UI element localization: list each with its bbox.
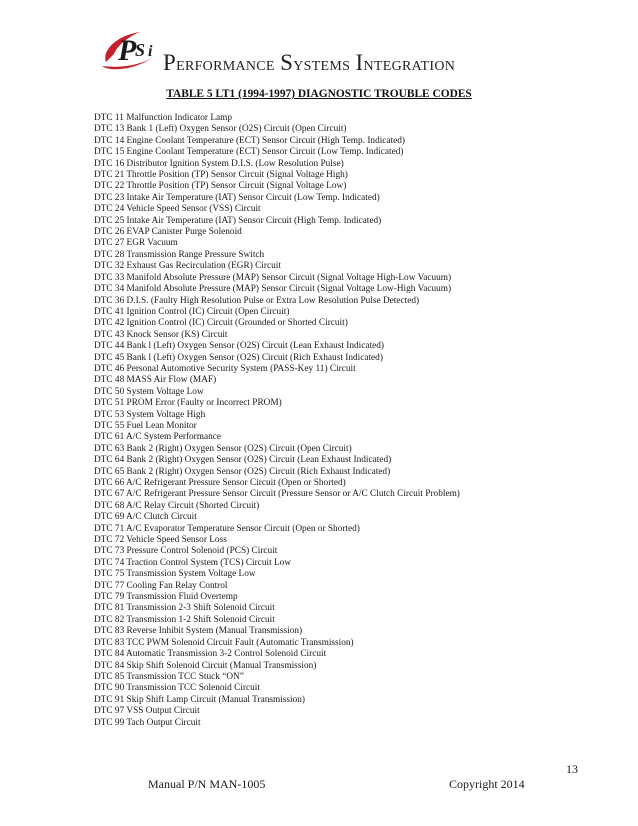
dtc-item: DTC 82 Transmission 1-2 Shift Solenoid Circuit <box>94 614 275 625</box>
dtc-list <box>94 113 594 729</box>
dtc-item: DTC 16 Distributor Ignition System D.I.S. (Low Resolution Pulse) <box>94 158 344 169</box>
dtc-item: DTC 85 Transmission TCC Stuck “ON” <box>94 671 244 682</box>
dtc-item: DTC 24 Vehicle Speed Sensor (VSS) Circuit <box>94 204 261 215</box>
page-number: 13 <box>566 762 578 776</box>
dtc-item: DTC 46 Personal Automotive Security System (PASS-Key 11) Circuit <box>94 363 356 374</box>
dtc-item: DTC 79 Transmission Fluid Overtemp <box>94 592 238 603</box>
dtc-item: DTC 77 Cooling Fan Relay Control <box>94 580 228 591</box>
copyright: Copyright 2014 <box>449 777 525 791</box>
dtc-item: DTC 22 Throttle Position (TP) Sensor Circuit (Signal Voltage Low) <box>94 181 347 192</box>
dtc-item: DTC 34 Manifold Absolute Pressure (MAP) Sensor Circuit (Signal Voltage Low-High Vacuum) <box>94 284 452 295</box>
dtc-item: DTC 33 Manifold Absolute Pressure (MAP) Sensor Circuit (Signal Voltage High-Low Vacuum) <box>94 272 452 283</box>
dtc-item: DTC 64 Bank 2 (Right) Oxygen Sensor (O2S) Circuit (Lean Exhaust Indicated) <box>94 455 392 466</box>
company-name: Performance Systems Integration <box>163 50 456 75</box>
svg-text:P: P <box>118 34 137 67</box>
dtc-item: DTC 65 Bank 2 (Right) Oxygen Sensor (O2S) Circuit (Rich Exhaust Indicated) <box>94 466 391 477</box>
dtc-item: DTC 28 Transmission Range Pressure Switch <box>94 249 265 260</box>
dtc-item: DTC 69 A/C Clutch Circuit <box>94 512 197 523</box>
dtc-item: DTC 45 Bank l (Left) Oxygen Sensor (O2S) Circuit (Rich Exhaust Indicated) <box>94 352 383 363</box>
dtc-item: DTC 25 Intake Air Temperature (IAT) Sensor Circuit (High Temp. Indicated) <box>94 215 382 226</box>
dtc-item: DTC 21 Throttle Position (TP) Sensor Circuit (Signal Voltage High) <box>94 170 348 181</box>
dtc-item: DTC 53 System Voltage High <box>94 409 206 420</box>
dtc-item: DTC 41 Ignition Control (IC) Circuit (Open Circuit) <box>94 306 290 317</box>
dtc-item: DTC 48 MASS Air Flow (MAF) <box>94 375 217 386</box>
manual-part-number: Manual P/N MAN-1005 <box>148 777 266 791</box>
table-title: TABLE 5 LT1 (1994-1997) DIAGNOSTIC TROUBLE CODES <box>166 88 472 100</box>
dtc-item: DTC 71 A/C Evaporator Temperature Sensor Circuit (Open or Shorted) <box>94 523 360 534</box>
dtc-item: DTC 83 Reverse Inhibit System (Manual Transmission) <box>94 626 303 637</box>
dtc-item: DTC 66 A/C Refrigerant Pressure Sensor Circuit (Open or Shorted) <box>94 478 346 488</box>
dtc-item: DTC 32 Exhaust Gas Recirculation (EGR) Circuit <box>94 261 281 272</box>
dtc-item: DTC 74 Traction Control System (TCS) Circuit Low <box>94 557 292 568</box>
dtc-item: DTC 26 EVAP Canister Purge Solenoid <box>94 227 242 238</box>
dtc-item: DTC 55 Fuel Lean Monitor <box>94 420 197 431</box>
dtc-item: DTC 81 Transmission 2-3 Shift Solenoid Circuit <box>94 603 275 614</box>
dtc-item: DTC 72 Vehicle Speed Sensor Loss <box>94 535 227 546</box>
dtc-item: DTC 50 System Voltage Low <box>94 386 204 397</box>
dtc-item: DTC 27 EGR Vacuum <box>94 238 178 249</box>
psi-logo <box>100 22 164 74</box>
dtc-item: DTC 67 A/C Refrigerant Pressure Sensor Circuit (Pressure Sensor or A/C Clutch Circuit Problem) <box>94 489 460 500</box>
dtc-item: DTC 15 Engine Coolant Temperature (ECT) Sensor Circuit (Low Temp. Indicated) <box>94 147 404 158</box>
dtc-item: DTC 14 Engine Coolant Temperature (ECT) Sensor Circuit (High Temp. Indicated) <box>94 135 406 146</box>
dtc-item: DTC 13 Bank 1 (Left) Oxygen Sensor (O2S) Circuit (Open Circuit) <box>94 124 347 135</box>
dtc-item: DTC 75 Transmission System Voltage Low <box>94 569 256 580</box>
dtc-item: DTC 63 Bank 2 (Right) Oxygen Sensor (O2S) Circuit (Open Circuit) <box>94 443 352 454</box>
dtc-item: DTC 68 A/C Relay Circuit (Shorted Circuit) <box>94 500 260 511</box>
dtc-item: DTC 84 Skip Shift Solenoid Circuit (Manual Transmission) <box>94 660 317 671</box>
dtc-item: DTC 42 Ignition Control (IC) Circuit (Grounded or Shorted Circuit) <box>94 318 348 329</box>
dtc-item: DTC 44 Bank l (Left) Oxygen Sensor (O2S) Circuit (Lean Exhaust Indicated) <box>94 341 384 352</box>
svg-text:S: S <box>135 40 146 60</box>
dtc-item: DTC 91 Skip Shift Lamp Circuit (Manual Transmission) <box>94 694 305 705</box>
dtc-item: DTC 97 VSS Output Circuit <box>94 706 200 717</box>
dtc-item: DTC 23 Intake Air Temperature (IAT) Sensor Circuit (Low Temp. Indicated) <box>94 192 380 203</box>
dtc-item: DTC 84 Automatic Transmission 3-2 Control Solenoid Circuit <box>94 649 327 660</box>
dtc-item: DTC 83 TCC PWM Solenoid Circuit Fault (Automatic Transmission) <box>94 637 354 648</box>
dtc-item: DTC 73 Pressure Control Solenoid (PCS) Circuit <box>94 546 278 557</box>
dtc-item: DTC 51 PROM Error (Faulty or Incorrect PROM) <box>94 398 282 409</box>
dtc-item: DTC 61 A/C System Performance <box>94 432 222 443</box>
dtc-item: DTC 99 Tach Output Circuit <box>94 717 201 728</box>
dtc-item: DTC 90 Transmission TCC Solenoid Circuit <box>94 683 260 694</box>
dtc-item: DTC 43 Knock Sensor (KS) Circuit <box>94 329 228 340</box>
dtc-item: DTC 11 Malfunction Indicator Lamp <box>94 113 233 123</box>
dtc-item: DTC 36 D.I.S. (Faulty High Resolution Pulse or Extra Low Resolution Pulse Detected) <box>94 295 420 306</box>
svg-text:i: i <box>148 43 153 60</box>
